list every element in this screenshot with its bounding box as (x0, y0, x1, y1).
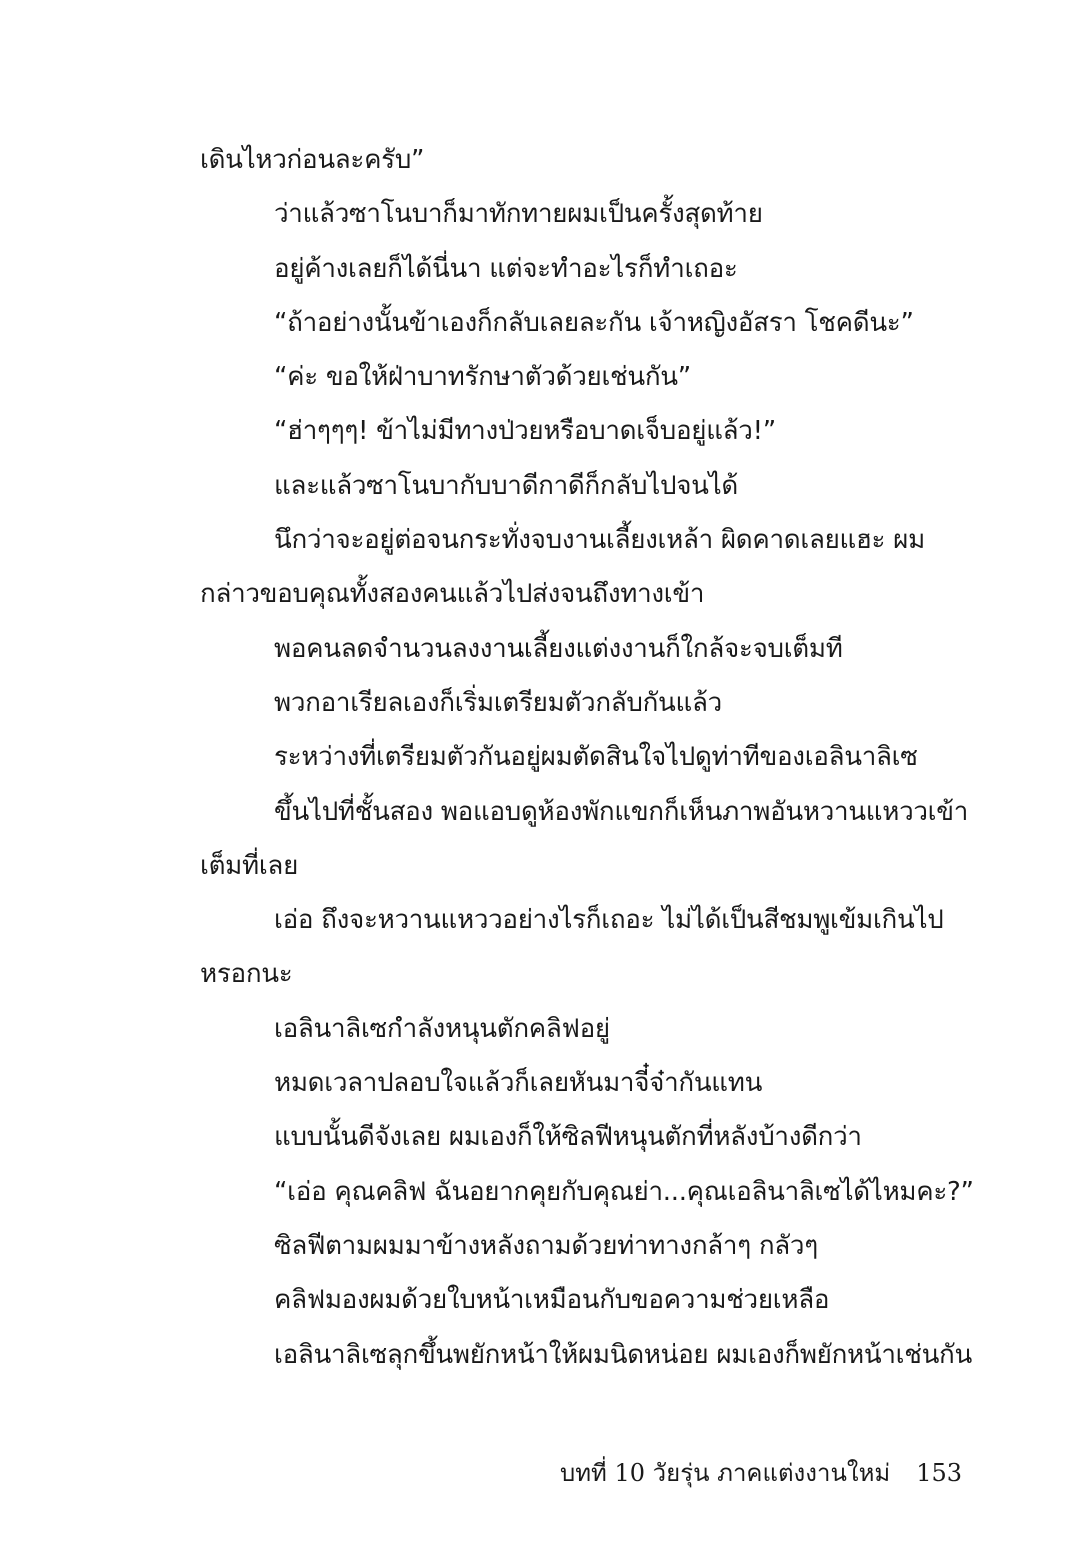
paragraph-line: เอลินาลิเซลุกขึ้นพยักหน้าให้ผมนิดหน่อย ผมเองก็พยักหน้าเช่นกัน (274, 1339, 972, 1370)
paragraph-line: นึกว่าจะอยู่ต่อจนกระทั่งจบงานเลี้ยงเหล้า ผิดคาดเลยแฮะ ผม (274, 525, 925, 556)
text-line-continuation: หรอกนะ (200, 959, 293, 990)
paragraph-line: ว่าแล้วซาโนบาก็มาทักทายผมเป็นครั้งสุดท้าย (274, 199, 763, 230)
paragraph-line: ระหว่างที่เตรียมตัวกันอยู่ผมตัดสินใจไปดูท่าทีของเอลินาลิเซ (274, 742, 918, 773)
text-line-continuation: กล่าวขอบคุณทั้งสองคนแล้วไปส่งจนถึงทางเข้า (200, 579, 705, 610)
paragraph-line: เอลินาลิเซกำลังหนุนตักคลิฟอยู่ (274, 1013, 610, 1044)
paragraph-line: คลิฟมองผมด้วยใบหน้าเหมือนกับขอความช่วยเหลือ (274, 1285, 830, 1316)
paragraph-line: เอ่อ ถึงจะหวานแหววอย่างไรก็เถอะ ไม่ได้เป็นสีชมพูเข้มเกินไป (274, 905, 944, 936)
page-number: 153 (916, 1459, 963, 1487)
dialogue-line: “ฮ่าๆๆๆ! ข้าไม่มีทางป่วยหรือบาดเจ็บอยู่แล้ว!” (274, 416, 776, 447)
dialogue-line: “ถ้าอย่างนั้นข้าเองก็กลับเลยละกัน เจ้าหญิงอัสรา โชคดีนะ” (274, 307, 914, 338)
body-text (200, 133, 974, 1382)
paragraph-line: และแล้วซาโนบากับบาดีกาดีก็กลับไปจนได้ (274, 470, 738, 501)
paragraph-line: แบบนั้นดีจังเลย ผมเองก็ให้ซิลฟีหนุนตักที่หลังบ้างดีกว่า (274, 1122, 862, 1153)
dialogue-line: “ค่ะ ขอให้ฝ่าบาทรักษาตัวด้วยเช่นกัน” (274, 362, 691, 393)
paragraph-line: อยู่ค้างเลยก็ได้นี่นา แต่จะทำอะไรก็ทำเถอะ (274, 253, 738, 284)
paragraph-line: พวกอาเรียลเองก็เริ่มเตรียมตัวกลับกันแล้ว (274, 687, 722, 718)
chapter-title: บทที่ 10 วัยรุ่น ภาคแต่งงานใหม่ (560, 1459, 891, 1487)
page-footer (560, 1453, 963, 1492)
paragraph-line: ขึ้นไปที่ชั้นสอง พอแอบดูห้องพักแขกก็เห็นภาพอันหวานแหววเข้า (274, 796, 969, 827)
paragraph-line: ซิลฟีตามผมมาข้างหลังถามด้วยท่าทางกล้าๆ กลัวๆ (274, 1230, 818, 1261)
paragraph-line: หมดเวลาปลอบใจแล้วก็เลยหันมาจี๋จ๋ากันแทน (274, 1068, 763, 1099)
paragraph-line: พอคนลดจำนวนลงงานเลี้ยงแต่งงานก็ใกล้จะจบเต็มที (274, 633, 843, 664)
text-line-continuation: เต็มที่เลย (200, 850, 299, 881)
dialogue-line: “เอ่อ คุณคลิฟ ฉันอยากคุยกับคุณย่า...คุณเอลินาลิเซได้ไหมคะ?” (274, 1176, 974, 1207)
text-line-continuation: เดินไหวก่อนละครับ” (200, 145, 425, 175)
